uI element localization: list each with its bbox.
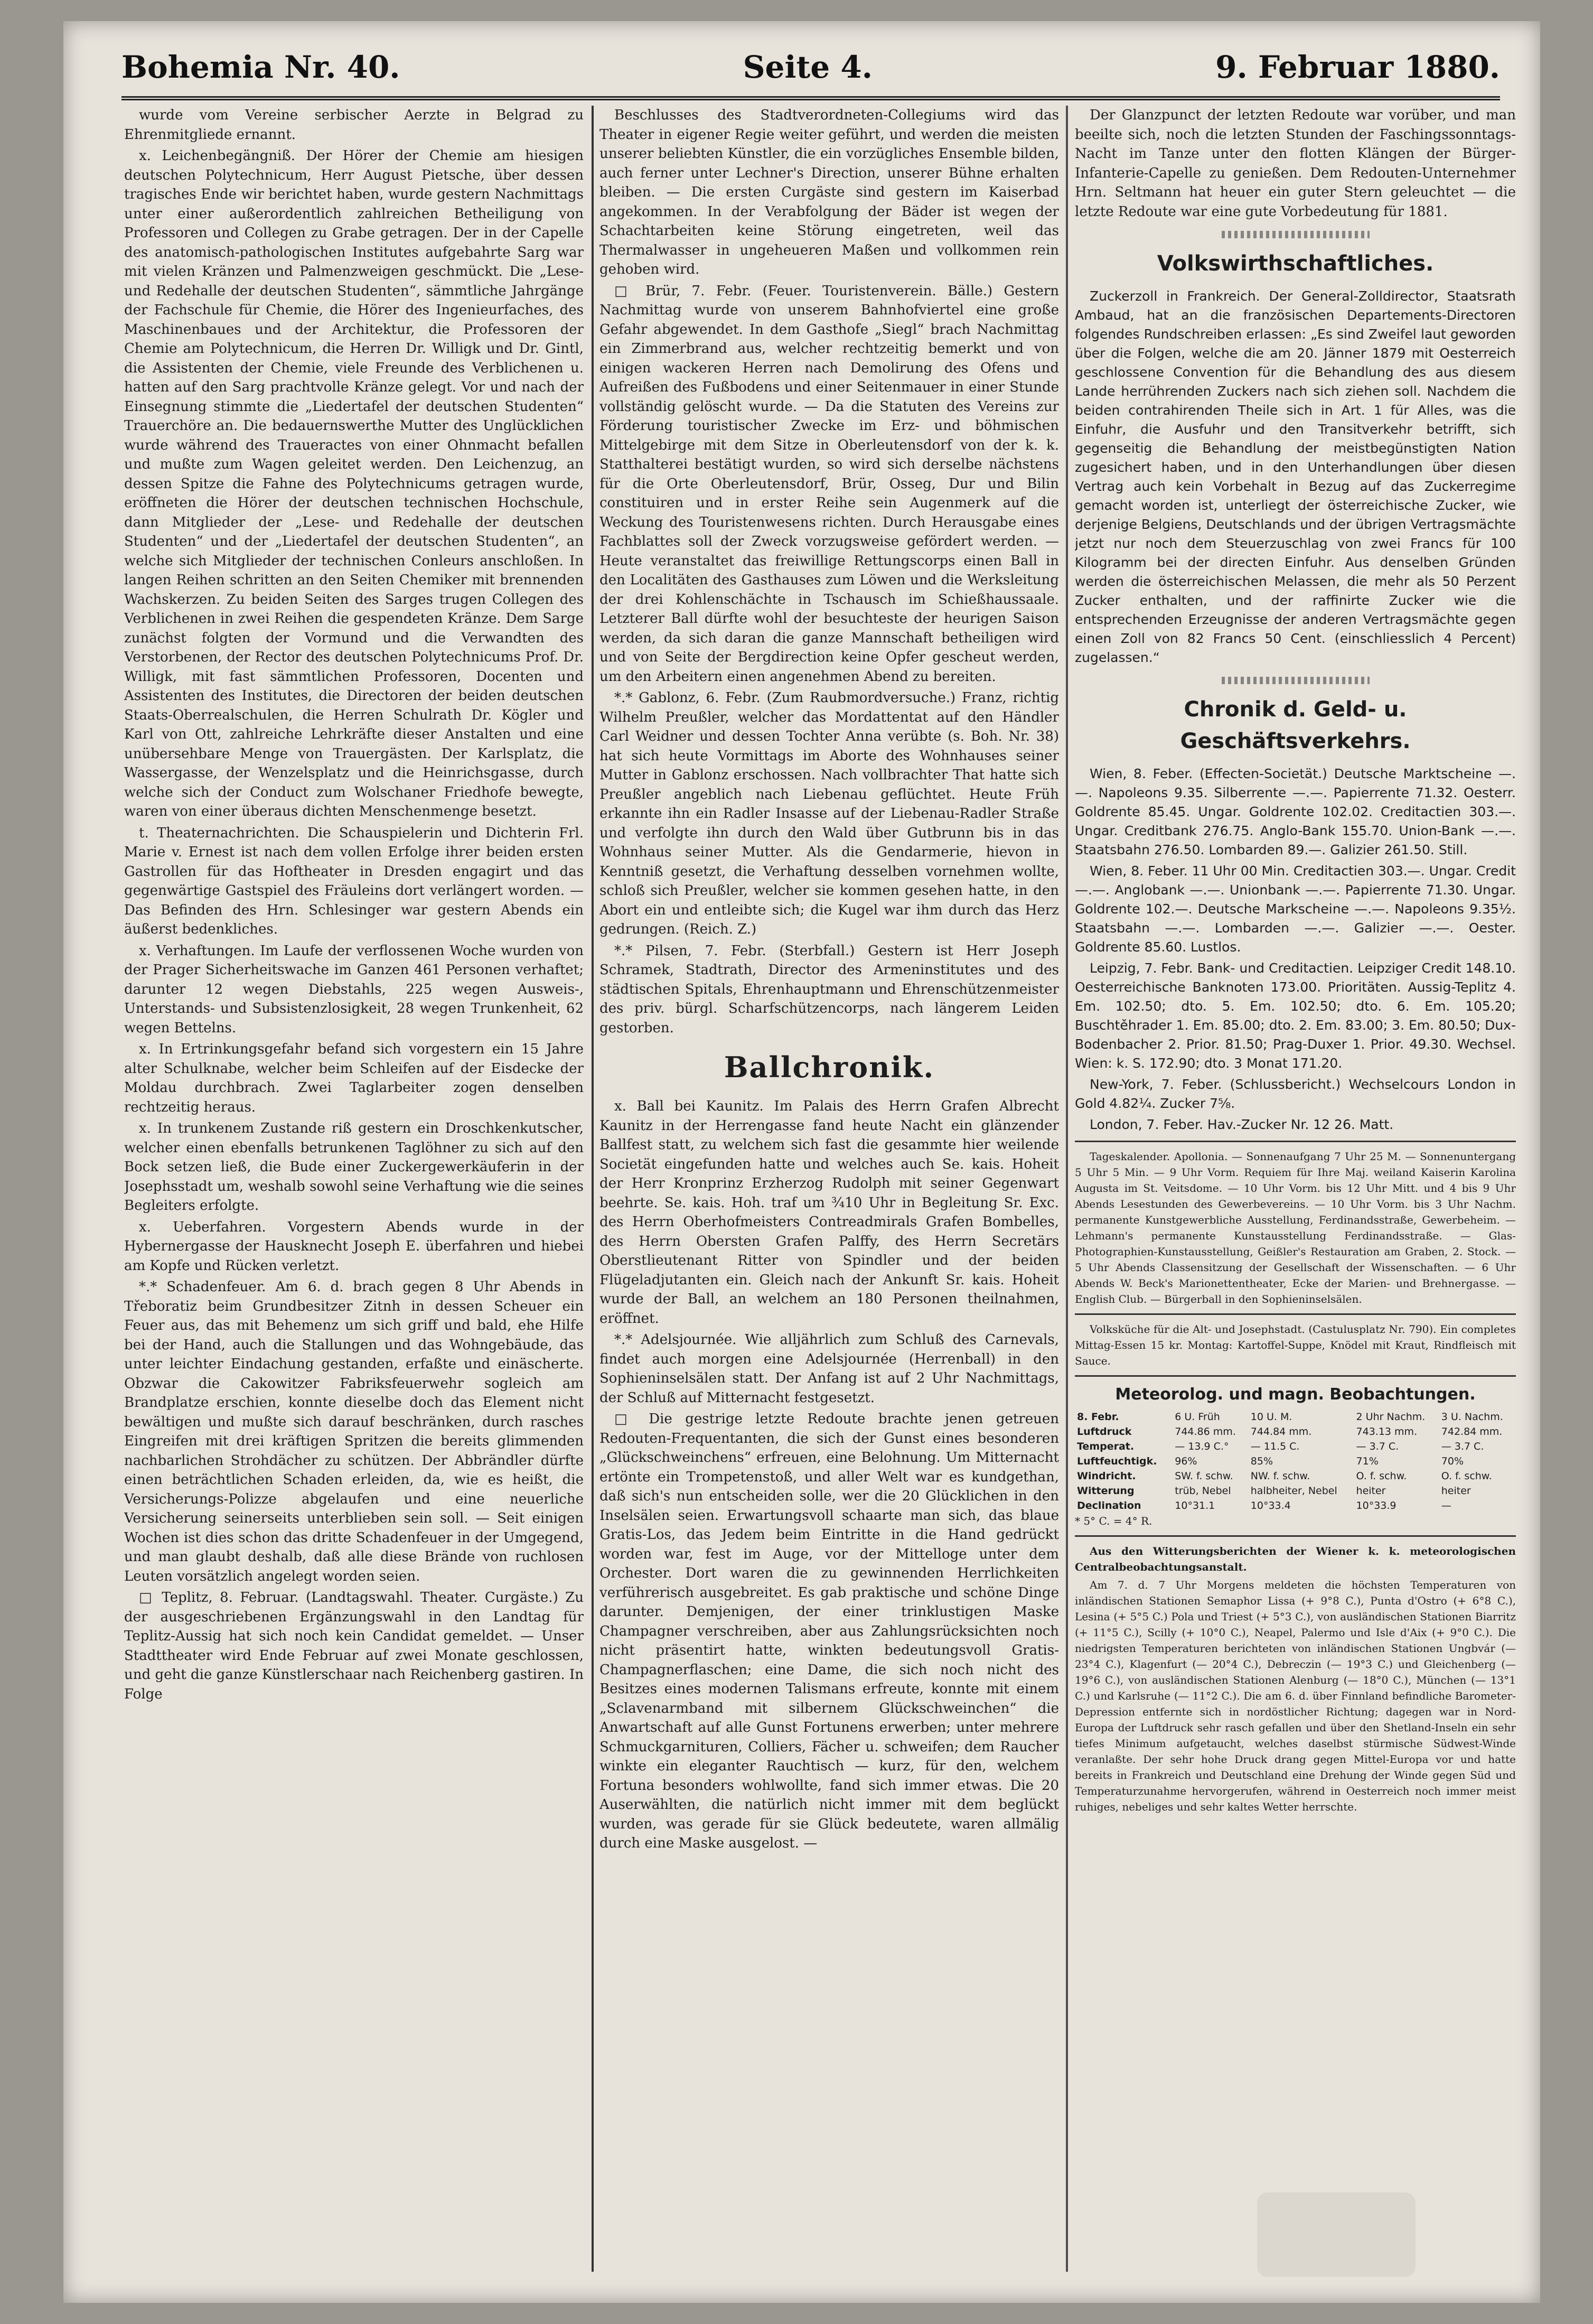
meteo-cell: heiter [1441,1485,1471,1497]
meteo-label: Witterung [1077,1485,1135,1497]
meteo-header-cell: 8. Febr. [1077,1411,1119,1423]
header-page-number: Seite 4. [743,49,873,85]
meteo-row [1075,1424,1516,1439]
article-redoute-cont: Der Glanzpunct der letzten Redoute war vorüber, und man beeilte sich, noch die letzten Stunden der Faschingssonntags-Nacht im Tanze unter den flotten Klängen der Bürger-Infanterie-Capelle zu genießen. Dem Redouten-Unternehmer Hrn. Seltmann hat heuer ein guter Stern geleuchtet — die letzte Redoute war eine gute Vorbedeutung für 1881. [1075,107,1516,220]
article-teplitz-cont: Beschlusses des Stadtverordneten-Collegiums wird das Theater in eigener Regie weiter geführt, und werden die meisten unserer beliebten Künstler, die ein vorzügliches Ensemble bilden, auch ferner unter Lechner's Direction, unserer Bühne erhalten bleiben. — Die ersten Curgäste sind gestern im Kaiserbad angekommen. In der Verabfolgung der Bäder ist wegen der Schachtarbeiten keine Störung eingetreten, weil das Thermalwasser in ungeheueren Maßen und vollkommen rein gehoben wird. [599,107,1059,277]
meteo-cell: SW. f. schw. [1175,1470,1233,1482]
market-wien-2: Wien, 8. Feber. 11 Uhr 00 Min. Creditactien 303.—. Ungar. Credit —.—. Anglobank —.—. Unionbank —.—. Papierrente 71.30. Ungar. Goldrente 102.—. Deutsche Markscheine —.—. Napoleons 9.35½. Staatsbahn —.—. Lombarden —.—. Galizier —.—. Oester. Goldrente 85.60. Lustlos. [1075,863,1516,955]
meteo-cell: — 3.7 C. [1356,1441,1399,1452]
article-paragraph: wurde vom Vereine serbischer Aerzte in Belgrad zu Ehrenmitgliede ernannt. [124,107,584,143]
article-pilsen: *.* Pilsen, 7. Febr. (Sterbfall.) Gestern ist Herr Joseph Schramek, Stadtrath, Director des Armeninstitutes und des städtischen Spitals, Ehrenhauptmann und Ehrenschützenmeister des priv. bürgl. Scharfschützencorps, nach längerem Leiden gestorben. [599,942,1059,1036]
meteo-cell: 85% [1250,1455,1273,1467]
wetter-heading: Aus den Witterungsberichten der Wiener k. k. meteorologischen Centralbeobachtungsanstalt. [1075,1545,1516,1573]
meteo-cell: 744.84 mm. [1250,1426,1312,1438]
meteo-header-cell: 6 U. Früh [1175,1411,1220,1423]
meteo-label: Luftfeuchtigk. [1077,1455,1157,1467]
meteo-cell: — 11.5 C. [1250,1441,1300,1452]
wetter-report: Am 7. d. 7 Uhr Morgens meldeten die höchsten Temperaturen von inländischen Stationen Semaphor Lissa (+ 9°8 C.), Punta d'Ostro (+ 6°8 C.), Lesina (+ 5°5 C.) Pola und Triest (+ 5°3 C.), von ausländischen Stationen Biarritz (+ 11°5 C.), Scilly (+ 10°0 C.), Neapel, Palermo und Isle d'Aix (+ 9°0 C.). Die niedrigsten Temperaturen berichteten von inländischen Stationen Ungbvár (— 23°4 C.), Klagenfurt (— 20°4 C.), Debreczin (— 19°3 C.) und Gleichenberg (— 19°6 C.), von ausländischen Stationen Alenburg (— 18°0 C.), München (— 13°1 C.) und Karlsruhe (— 11°2 C.). Die am 6. d. über Finnland befindliche Barometer-Depression entfernte sich in nordöstlicher Richtung; dagegen war in Nord-Europa der Luftdruck sehr rasch gefallen und über den Shetland-Inseln ein sehr tiefes Minimum aufgetaucht, welches daselbst stürmische Südwest-Winde veranlaßte. Der sehr hohe Druck drang gegen Mittel-Europa vor und hatte bereits in Frankreich und Deutschland eine Drehung der Winde gegen Süd und Temperaturzunahme hervorgerufen, während in Oesterreich noch immer meist ruhiges, nebeliges und sehr kaltes Wetter herrschte. [1075,1579,1516,1813]
article-ball-kaunitz: x. Ball bei Kaunitz. Im Palais des Herrn Grafen Albrecht Kaunitz in der Herrengasse fand heute Nacht ein glänzender Ballfest statt, zu welchem sich fast die gesammte hier weilende Societät eingefunden hatte und welches auch Se. kais. Hoheit der Herr Kronprinz Erzherzog Rudolph mit seiner Gegenwart beehrte. Se. kais. Hoh. traf um ¾10 Uhr in Begleitung Sr. Exc. des Herrn Oberhofmeisters Contreadmirals Grafen Bombelles, des Herrn Obersten Grafen Palffy, des Herrn Secretärs Oberstlieutenant Ritter von Spindler und der beiden Flügeladjutanten ein. Gleich nach der Ankunft Sr. kais. Hoheit wurde der Ball, an welchem an 180 Personen theilnahmen, eröffnet. [599,1098,1059,1327]
meteo-cell: 10°33.4 [1250,1500,1291,1511]
article-funeral: x. Leichenbegängniß. Der Hörer der Chemie am hiesigen deutschen Polytechnicum, Herr August Pietsche, über dessen tragisches Ende wir berichtet haben, wurde gestern Nachmittags unter einer außerordentlich zahlreichen Betheiligung von Professoren und Collegen zu Grabe getragen. Der in der Capelle des anatomisch-pathologischen Institutes aufgebahrte Sarg war mit vielen Kränzen und Palmenzweigen geschmückt. Die „Lese- und Redehalle der deutschen Studenten“, sämmtliche Jahrgänge der Fachschule für Chemie, die Hörer des Ingenieurfaches, des Maschinenbaues und der Architektur, die Professoren der Chemie am Polytechnicum, die Herren Dr. Willigk und Dr. Gintl, die Assistenten der Chemie, viele Freunde des Verblichenen u. hatten auf den Sarg prachtvolle Kränze gelegt. Vor und nach der Einsegnung stimmte die „Liedertafel der deutschen Studenten“ Trauerchöre an. Die bedauernswerthe Mutter des Unglücklichen wurde während des Traueractes von einer Ohnmacht befallen und mußte zum Wagen geleitet werden. Den Leichenzug, an dessen Spitze die Fahne des Polytechnicums getragen wurde, eröffneten die Hörer der deutschen technischen Hochschule, dann Mitglieder der „Lese- und Redehalle der deutschen Studenten“ und der „Liedertafel der deutschen Studenten“, an welche sich Mitglieder der technischen Conleurs anschloßen. In langen Reihen schritten an den Seiten Chemiker mit brennenden Wachskerzen. Zu beiden Seiten des Sarges trugen Collegen des Verblichenen in zwei Reihen die gespendeten Kränze. Dem Sarge zunächst folgten der Vormund und die Verwandten des Verstorbenen, der Rector des deutschen Polytechnicums Prof. Dr. Willigk, mit fast sämmtlichen Professoren, Docenten und Assistenten des Institutes, die Directoren der beiden deutschen Staats-Oberrealschulen, die Herren Schulrath Dr. Kögler und Karl von Ott, zahlreiche Lehrkräfte dieser Anstalten und eine unübersehbare Menge von Trauergästen. Der Karlsplatz, die Wassergasse, der Wenzelsplatz und die Heinrichsgasse, durch welche sich der Conduct zum Wolschaner Friedhofe bewegte, waren von einer überaus dichten Menschenmenge besetzt. [124,148,584,819]
meteo-cell: 71% [1356,1455,1379,1467]
column-rule-1 [592,106,594,2272]
market-london: London, 7. Feber. Hav.-Zucker Nr. 12 26. Matt. [1090,1117,1394,1132]
market-wien-1: Wien, 8. Feber. (Effecten-Societät.) Deutsche Marktscheine —.—. Napoleons 9.35. Silberrente —.—. Papierrente 71.32. Oesterr. Goldrente 85.45. Ungar. Goldrente 102.02. Creditactien 303.—. Ungar. Creditbank 276.75. Anglo-Bank 155.70. Union-Bank —.—. Staatsbahn 276.50. Lombarden 89.—. Galizier 261.50. Still. [1075,766,1516,857]
meteo-row [1075,1498,1516,1513]
meteo-cell: halbheiter, Nebel [1250,1485,1337,1497]
divider [1075,1375,1516,1377]
article-drunk: x. In trunkenem Zustande riß gestern ein Droschkenkutscher, welcher einen ebenfalls betrunkenen Taglöhner zu sich auf den Bock setzen ließ, die Bude einer Zuckergewerkäuferin in der Josephsstadt um, weshalb sowohl seine Verhaftung wie die seines Begleiters erfolgte. [124,1121,584,1214]
column-1 [124,106,584,2272]
paper-stain [1257,2192,1416,2277]
meteo-header-cell: 10 U. M. [1250,1411,1292,1423]
column-rule-2 [1066,106,1068,2272]
divider [1075,1535,1516,1537]
meteo-table [1075,1410,1516,1513]
meteo-cell: 70% [1441,1455,1464,1467]
column-2 [599,106,1059,2272]
article-arrests: x. Verhaftungen. Im Laufe der verflossenen Woche wurden von der Prager Sicherheitswache im Ganzen 461 Personen verhaftet; darunter 12 wegen Diebstahls, 225 wegen Ausweis-, Unterstands- und Subsistenzlosigkeit, 28 wegen Trunkenheit, 62 wegen Bettelns. [124,942,584,1036]
separator-ornament [1222,677,1370,684]
meteo-note: * 5° C. = 4° R. [1075,1515,1152,1527]
volkswirthschaft-heading: Volkswirthschaftliches. [1157,251,1434,276]
separator-ornament [1222,231,1370,238]
meteo-header-cell: 3 U. Nachm. [1441,1411,1503,1423]
meteo-cell: O. f. schw. [1441,1470,1492,1482]
article-redoute: □ Die gestrige letzte Redoute brachte jenen getreuen Redouten-Frequentanten, die sich der Gunst eines besonderen „Glückschweinchens“ erfreuen, eine Belohnung. Um Mitternacht ertönte ein Trompetenstoß, und aller Welt war es kundgethan, daß sich's nun entscheiden solle, wer die 20 Glücklichen in den Inselsälen seien. Erwartungsvoll schaarte man sich, das blaue Gratis-Los, das Jedem beim Eintritte in die Hand gedrückt worden war, fest im Auge, vor der Mittelloge unter dem Orchester. Dort waren die zu gewinnenden Herrlichkeiten verführerisch ausgebreitet. Es gab praktische und schöne Dinge darunter. Demjenigen, der einer trinklustigen Maske Champagner verschreiben, aber aus Zahlungsrücksichten noch nicht präsentirt hatte, winkten bedeutungsvoll Gratis-Champagnerflaschen; eine Dame, die sich noch nicht des Besitzes eines modernen Talismans erfreute, konnte mit einem „Sclavenarmband mit silbernem Glückschweinchen“ die Anwartschaft auf alle Gunst Fortunens erwerben; unter mehrere Schmuckgarnituren, Colliers, Fächer u. schweifen; dem Raucher winkte ein eleganter Rauchtisch — kurz, für den, welchem Fortuna besonders wohlwollte, fand sich immer etwas. Die 20 Auserwählten, die natürlich nicht immer mit dem beglückt wurden, was gerade für sie Glück bedeutete, waren allmälig durch eine Maske ausgelost. — [599,1411,1059,1851]
meteo-cell: 742.84 mm. [1441,1426,1503,1438]
meteo-cell: trüb, Nebel [1175,1485,1231,1497]
market-leipzig: Leipzig, 7. Febr. Bank- und Creditactien. Leipziger Credit 148.10. Oesterreichische Banknoten 173.00. Prioritäten. Aussig-Teplitz 4. Em. 102.50; dto. 5. Em. 102.50; dto. 6. Em. 105.20; Buschtěhrader 1. Em. 85.00; dto. 2. Em. 83.00; 3. Em. 80.50; Dux-Bodenbacher 2. Prior. 81.50; Prag-Duxer 1. Prior. 49.30. Wechsel. Wien: k. S. 172.90; dto. 3 Monat 171.20. [1075,960,1516,1071]
header-title: Bohemia Nr. 40. [121,49,400,85]
article-theatre-news: t. Theaternachrichten. Die Schauspielerin und Dichterin Frl. Marie v. Ernest ist nach dem vollen Erfolge ihrer beiden ersten Gastrollen für das Hoftheater in Dresden engagirt und das gegenwärtige Gastspiel des Fräuleins dort verlängert worden. — Das Befinden des Hrn. Schlesinger war gestern Abends ein äußerst bedenkliches. [124,825,584,937]
ballchronik-heading: Ballchronik. [724,1050,935,1084]
meteo-row [1075,1483,1516,1498]
meteo-row [1075,1439,1516,1454]
meteo-row [1075,1469,1516,1483]
article-adelsjournee: *.* Adelsjournée. Wie alljährlich zum Schluß des Carnevals, findet auch morgen eine Adelsjournée (Herrenball) in den Sophieninselsälen statt. Der Anfang ist auf 2 Uhr Nachmittags, der Schluß auf Mitternacht festgesetzt. [599,1332,1059,1406]
divider [1075,1141,1516,1142]
meteo-label: Windricht. [1077,1470,1136,1482]
meteo-cell: — [1441,1500,1451,1511]
article-gablonz: *.* Gablonz, 6. Febr. (Zum Raubmordversuche.) Franz, richtig Wilhelm Preußler, welcher das Mordattentat auf den Händler Carl Weidner und dessen Tochter Anna verübte (s. Boh. Nr. 38) hat sich heute Vormittags im Aborte des Wohnhauses seiner Mutter in Gablonz erschossen. Nach vollbrachter That hatte sich Preußler angeblich nach Liebenau geflüchtet. Heute Früh erkannte ihn ein Radler Insasse auf der Liebenau-Radler Straße und verfolgte ihn durch den Wald über Gutbrunn bis in das Wohnhaus seiner Mutter. Als die Gendarmerie, hievon in Kenntniß gesetzt, die Verhaftung desselben vornehmen wollte, schloß sich Preußler, welcher sie kommen gesehen hatte, in den Abort ein und entleibte sich; die Kugel war ihm durch das Herz gedrungen. (Reich. Z.) [599,690,1059,937]
market-new-york: New-York, 7. Feber. (Schlussbericht.) Wechselcours London in Gold 4.82¼. Zucker 7⅝. [1075,1077,1516,1111]
meteo-cell: O. f. schw. [1356,1470,1407,1482]
meteo-cell: 10°33.9 [1356,1500,1397,1511]
meteo-cell: 743.13 mm. [1356,1426,1418,1438]
header-date: 9. Februar 1880. [1215,49,1500,85]
column-3 [1075,106,1516,2272]
meteo-header-cell: 2 Uhr Nachm. [1356,1411,1426,1423]
meteo-row [1075,1454,1516,1469]
divider [1075,1313,1516,1315]
meteo-cell: heiter [1356,1485,1386,1497]
volkskueche: Volksküche für die Alt- und Josephstadt. (Castulusplatz Nr. 790). Ein completes Mittag-Essen 15 kr. Montag: Kartoffel-Suppe, Knödel mit Kraut, Rindfleisch mit Sauce. [1075,1323,1516,1367]
page-header [121,38,1500,100]
meteo-cell: 96% [1175,1455,1197,1467]
article-drowning: x. In Ertrinkungsgefahr befand sich vorgestern ein 15 Jahre alter Schulknabe, welcher beim Schleifen auf der Eisdecke der Moldau durchbrach. Zwei Taglarbeiter zogen denselben rechtzeitig heraus. [124,1041,584,1115]
article-fire: *.* Schadenfeuer. Am 6. d. brach gegen 8 Uhr Abends in Třeboratiz beim Grundbesitzer Zitnh in dessen Scheuer ein Feuer aus, das mit Behemenz um sich griff und bald, ehe Hilfe bei der Hand, auch die Stallungen und das Wohngebäude, das unter leichter Eindachung gestanden, erfaßte und einäscherte. Obzwar die Cakowitzer Fabriksfeuerwehr sogleich am Brandplatze erschien, konnte dieselbe doch das Element nicht bewältigen und mußte sich darauf beschränken, durch rasches Eingreifen mit drei kräftigen Spritzen die bereits glimmenden nachbarlichen Strohdächer zu schützen. Der Abbrändler dürfte einen beträchtlichen Schaden erleiden, da, wie es heißt, die Versicherungs-Polizze abgelaufen und eine neuerliche Versicherung seinerseits unterblieben sein soll. — Seit einigen Wochen ist dies schon das dritte Schadenfeuer in der Umgegend, und man glaubt deshalb, daß alle diese Brände von ruchlosen Leuten vorsätzlich angelegt worden seien. [124,1279,584,1584]
meteo-heading: Meteorolog. und magn. Beobachtungen. [1115,1385,1476,1404]
meteo-cell: — 13.9 C.° [1175,1441,1229,1452]
meteo-cell: — 3.7 C. [1441,1441,1484,1452]
meteo-cell: NW. f. schw. [1250,1470,1310,1482]
article-run-over: x. Ueberfahren. Vorgestern Abends wurde in der Hybernergasse der Hausknecht Joseph E. überfahren und hiebei am Kopfe und Rücken verletzt. [124,1219,584,1274]
meteo-label: Declination [1077,1500,1141,1511]
meteo-cell: 10°31.1 [1175,1500,1215,1511]
article-teplitz: □ Teplitz, 8. Februar. (Landtagswahl. Theater. Curgäste.) Zu der ausgeschriebenen Ergänzungswahl in den Landtag für Teplitz-Aussig hat sich noch kein Candidat gemeldet. — Unser Stadttheater wird Ende Februar auf zwei Monate geschlossen, und geht die ganze Künstlerschaar nach Reichenberg gastiren. In Folge [124,1590,584,1702]
meteo-label: Temperat. [1077,1441,1135,1452]
article-zuckerzoll: Zuckerzoll in Frankreich. Der General-Zolldirector, Staatsrath Ambaud, hat an die französischen Departements-Directoren folgendes Rundschreiben erlassen: „Es sind Zweifel laut geworden über die Folgen, welche die am 20. Jänner 1879 mit Oesterreich geschlossene Convention für die Behandlung des aus diesem Lande herrührenden Zuckers nach sich ziehen soll. Nachdem die beiden contrahirenden Theile sich in Art. 1 für Alles, was die Einfuhr, die Ausfuhr und den Transitverkehr betrifft, sich gegenseitig die Behandlung der meistbegünstigten Nation zugesichert haben, und in den Unterhandlungen über diesen Vertrag auch kein Vorbehalt in Bezug auf das Zuckerregime gemacht worden ist, unterliegt der österreichische Zucker, wie derjenige Belgiens, Deutschlands und der übrigen Vertragsmächte jetzt nur noch dem Steuerzuschlag von zwei Francs für 100 Kilogramm bei der directen Einfuhr. Aus denselben Gründen werden die österreichischen Melassen, die mehr als 50 Perzent Zucker enthalten, und der raffinirte Zucker wie die entsprechenden Erzeugnisse der anderen Vertragsmächte gegen einen Zoll von 82 Francs 50 Cent. (einschliesslich 4 Percent) zugelassen.“ [1075,288,1516,665]
chronik-heading: Chronik d. Geld- u. Geschäftsverkehrs. [1180,697,1411,753]
tageskalender: Tageskalender. Apollonia. — Sonnenaufgang 7 Uhr 25 M. — Sonnenuntergang 5 Uhr 5 Min. — 9 Uhr Vorm. Requiem für Ihre Maj. weiland Kaiserin Karolina Augusta im St. Veitsdome. — 10 Uhr Vorm. bis 12 Uhr Mitt. und 4 bis 9 Uhr Abends Lesestunden des Gewerbevereins. — 10 Uhr Vorm. bis 3 Uhr Nachm. permanente Kunstgewerbliche Ausstellung, Ferdinandsstraße, Gewerbeheim. — Lehmann's permanente Kunstausstellung Ferdinandsstraße. — Glas-Photographien-Kunstausstellung, Geißler's Restauration am Graben, 2. Stock. — 5 Uhr Abends Classensitzung der Gesellschaft der Wissenschaften. — 6 Uhr Abends W. Beck's Marionettentheater, Ecke der Marien- und Brehnergasse. — English Club. — Bürgerball in den Sophieninselsälen. [1075,1150,1516,1305]
article-brux: □ Brür, 7. Febr. (Feuer. Touristenverein. Bälle.) Gestern Nachmittag wurde von unserem Bahnhofviertel eine große Gefahr abgewendet. In dem Gasthofe „Siegl“ brach Nachmittag ein Zimmerbrand aus, welcher rechtzeitig bemerkt und von einigen wackeren Herren nach Demolirung des Ofens und Aufreißen des Fußbodens und einer Seitenmauer in einer Stunde vollständig gelöscht wurde. — Da die Statuten des Vereins zur Förderung touristischer Zwecke im Erz- und böhmischen Mittelgebirge mit dem Sitze in Oberleutensdorf von der k. k. Statthalterei bestätigt wurden, so wird sich derselbe nächstens für die Orte Oberleutensdorf, Brür, Osseg, Dur und Bilin constituiren und in erster Reihe sein Augenmerk auf die Weckung des Touristenwesens richten. Durch Herausgabe eines Fachblattes soll der Zweck vorzugsweise gefördert werden. — Heute veranstaltet das freiwillige Rettungscorps einen Ball in den Localitäten des Gasthauses zum Löwen und die Werksleitung der drei Kohlenschächte in Tschausch im Schießhaussaale. Letzterer Ball dürfte wohl der besuchteste der heurigen Saison werden, da sich daran die ganze Mannschaft betheiligen wird und von Seite der Bergdirection keine Opfer gescheut werden, um den Arbeitern einen angenehmen Abend zu bereiten. [599,283,1059,685]
meteo-label: Luftdruck [1077,1426,1132,1438]
meteo-cell: 744.86 mm. [1175,1426,1236,1438]
meteo-header-row [1075,1410,1516,1424]
